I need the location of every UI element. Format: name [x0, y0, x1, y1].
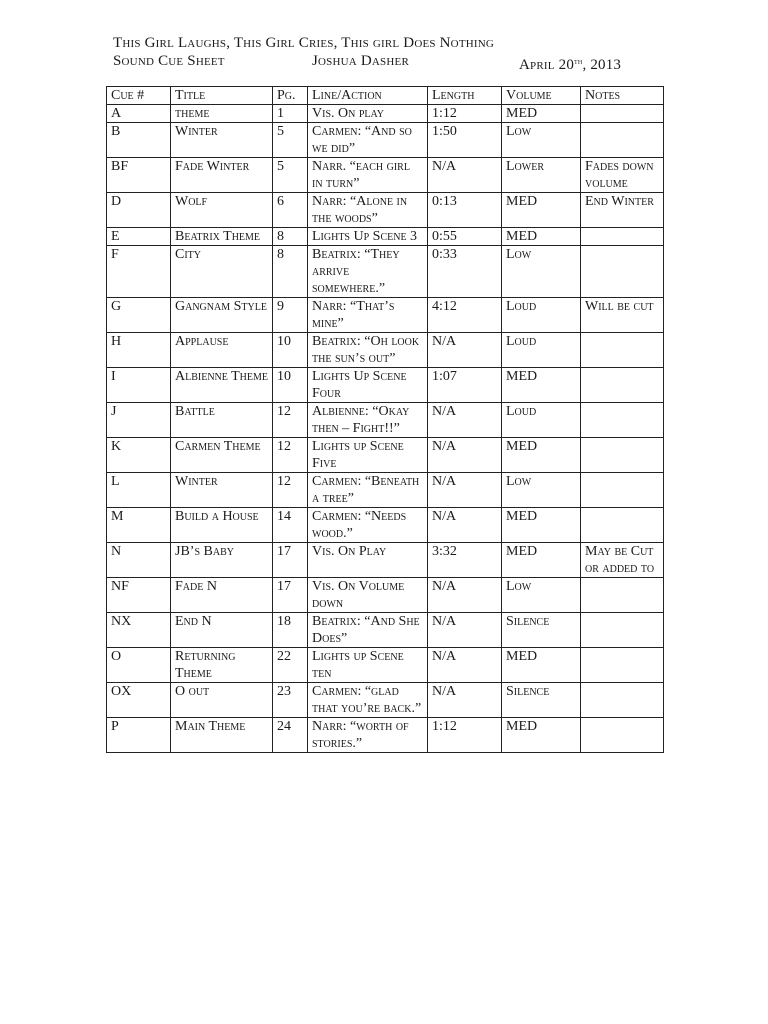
cell-notes — [581, 228, 664, 246]
cell-page: 5 — [273, 123, 308, 158]
cell-length: N/A — [428, 438, 502, 473]
cue-table-body — [107, 105, 664, 753]
cell-page: 10 — [273, 333, 308, 368]
table-row — [107, 473, 664, 508]
cell-notes — [581, 508, 664, 543]
cell-page: 18 — [273, 613, 308, 648]
cell-cue: G — [107, 298, 171, 333]
cell-page: 24 — [273, 718, 308, 753]
cell-line-action: Narr: “worth of stories.” — [308, 718, 428, 753]
cell-length: N/A — [428, 648, 502, 683]
table-header-row — [107, 87, 664, 105]
cell-length: 0:55 — [428, 228, 502, 246]
cell-cue: N — [107, 543, 171, 578]
sheet-subtitle: Sound Cue Sheet — [113, 53, 225, 69]
cell-line-action: Albienne: “Okay then – Fight!!” — [308, 403, 428, 438]
cell-line-action: Narr. “each girl in turn” — [308, 158, 428, 193]
cell-page: 17 — [273, 543, 308, 578]
document-header — [113, 34, 643, 73]
cell-cue: F — [107, 246, 171, 298]
cell-page: 1 — [273, 105, 308, 123]
cell-cue: B — [107, 123, 171, 158]
cell-line-action: Vis. On Play — [308, 543, 428, 578]
cell-title: Fade Winter — [171, 158, 273, 193]
cell-title: Fade N — [171, 578, 273, 613]
cell-page: 5 — [273, 158, 308, 193]
cell-volume: MED — [502, 193, 581, 228]
cell-title: City — [171, 246, 273, 298]
cell-page: 6 — [273, 193, 308, 228]
cell-title: Gangnam Style — [171, 298, 273, 333]
cell-title: Wolf — [171, 193, 273, 228]
cell-length: 3:32 — [428, 543, 502, 578]
cell-notes: May be Cut or added to — [581, 543, 664, 578]
cell-title: Main Theme — [171, 718, 273, 753]
cell-line-action: Lights up Scene ten — [308, 648, 428, 683]
cell-page: 23 — [273, 683, 308, 718]
cell-title: Battle — [171, 403, 273, 438]
cell-notes — [581, 473, 664, 508]
column-header-volume: Volume — [502, 87, 581, 105]
cell-notes — [581, 123, 664, 158]
cell-title: Beatrix Theme — [171, 228, 273, 246]
cell-volume: MED — [502, 508, 581, 543]
cell-volume: MED — [502, 228, 581, 246]
cell-length: N/A — [428, 683, 502, 718]
cell-title: Winter — [171, 123, 273, 158]
cell-length: N/A — [428, 333, 502, 368]
cell-line-action: Carmen: “And so we did” — [308, 123, 428, 158]
cell-line-action: Vis. On Volume down — [308, 578, 428, 613]
cell-cue: K — [107, 438, 171, 473]
cell-line-action: Carmen: “glad that you’re back.” — [308, 683, 428, 718]
cell-notes — [581, 578, 664, 613]
cell-page: 14 — [273, 508, 308, 543]
cell-title: Build a House — [171, 508, 273, 543]
cell-notes — [581, 613, 664, 648]
date-month-day: April 20 — [519, 57, 575, 73]
cell-volume: Low — [502, 578, 581, 613]
cell-notes — [581, 105, 664, 123]
cell-cue: I — [107, 368, 171, 403]
cell-cue: L — [107, 473, 171, 508]
table-row — [107, 613, 664, 648]
cell-cue: A — [107, 105, 171, 123]
cell-notes: Will be cut — [581, 298, 664, 333]
table-row — [107, 333, 664, 368]
author-name: Joshua Dasher — [312, 53, 409, 69]
cell-length: N/A — [428, 613, 502, 648]
cell-page: 12 — [273, 403, 308, 438]
table-row — [107, 578, 664, 613]
cell-cue: NX — [107, 613, 171, 648]
table-row — [107, 158, 664, 193]
cell-line-action: Vis. On play — [308, 105, 428, 123]
cell-volume: MED — [502, 543, 581, 578]
table-row — [107, 246, 664, 298]
cell-cue: E — [107, 228, 171, 246]
header-title-line — [113, 34, 643, 52]
cell-length: 1:50 — [428, 123, 502, 158]
cell-notes — [581, 438, 664, 473]
cell-line-action: Lights Up Scene 3 — [308, 228, 428, 246]
cell-page: 22 — [273, 648, 308, 683]
cell-cue: NF — [107, 578, 171, 613]
cell-volume: Low — [502, 473, 581, 508]
cell-title: Carmen Theme — [171, 438, 273, 473]
table-row — [107, 368, 664, 403]
cell-line-action: Beatrix: “They arrive somewhere.” — [308, 246, 428, 298]
cell-cue: BF — [107, 158, 171, 193]
cell-line-action: Beatrix: “Oh look the sun’s out” — [308, 333, 428, 368]
column-header-page: Pg. — [273, 87, 308, 105]
cell-title: JB’s Baby — [171, 543, 273, 578]
cell-cue: M — [107, 508, 171, 543]
cell-page: 12 — [273, 473, 308, 508]
cell-length: 1:12 — [428, 105, 502, 123]
header-info-line — [113, 52, 643, 73]
play-title: This Girl Laughs, This Girl Cries, This girl Does Nothing — [113, 35, 495, 51]
table-row — [107, 193, 664, 228]
cell-cue: D — [107, 193, 171, 228]
column-header-length: Length — [428, 87, 502, 105]
cell-volume: Loud — [502, 403, 581, 438]
cell-notes — [581, 403, 664, 438]
cell-page: 8 — [273, 246, 308, 298]
cell-page: 8 — [273, 228, 308, 246]
cell-page: 12 — [273, 438, 308, 473]
cell-length: 0:13 — [428, 193, 502, 228]
cell-notes — [581, 683, 664, 718]
cell-volume: MED — [502, 105, 581, 123]
table-row — [107, 438, 664, 473]
cell-length: N/A — [428, 403, 502, 438]
cell-title: Winter — [171, 473, 273, 508]
table-row — [107, 105, 664, 123]
cell-cue: P — [107, 718, 171, 753]
cell-volume: Silence — [502, 613, 581, 648]
table-row — [107, 123, 664, 158]
cell-line-action: Beatrix: “And She Does” — [308, 613, 428, 648]
table-row — [107, 683, 664, 718]
table-row — [107, 508, 664, 543]
cell-volume: Loud — [502, 298, 581, 333]
cell-volume: Low — [502, 123, 581, 158]
cell-notes — [581, 718, 664, 753]
cell-line-action: Narr: “Alone in the woods” — [308, 193, 428, 228]
cell-volume: MED — [502, 648, 581, 683]
cell-volume: MED — [502, 368, 581, 403]
cell-volume: MED — [502, 718, 581, 753]
cell-line-action: Narr: “That’s mine” — [308, 298, 428, 333]
date-ordinal: th — [574, 56, 583, 66]
cell-cue: J — [107, 403, 171, 438]
column-header-cue: Cue # — [107, 87, 171, 105]
date-year: , 2013 — [582, 57, 622, 73]
cell-title: Returning Theme — [171, 648, 273, 683]
cell-notes: End Winter — [581, 193, 664, 228]
cell-length: 4:12 — [428, 298, 502, 333]
cell-length: N/A — [428, 578, 502, 613]
cell-length: 1:07 — [428, 368, 502, 403]
table-row — [107, 543, 664, 578]
cell-length: 0:33 — [428, 246, 502, 298]
column-header-line-action: Line/Action — [308, 87, 428, 105]
table-row — [107, 403, 664, 438]
cell-line-action: Carmen: “Beneath a tree” — [308, 473, 428, 508]
table-row — [107, 718, 664, 753]
column-header-title: Title — [171, 87, 273, 105]
cell-page: 17 — [273, 578, 308, 613]
table-row — [107, 298, 664, 333]
cell-page: 9 — [273, 298, 308, 333]
cell-volume: Lower — [502, 158, 581, 193]
table-row — [107, 228, 664, 246]
cell-volume: Loud — [502, 333, 581, 368]
table-row — [107, 648, 664, 683]
sheet-date — [519, 52, 621, 74]
cell-notes: Fades down volume — [581, 158, 664, 193]
cell-cue: H — [107, 333, 171, 368]
cell-notes — [581, 333, 664, 368]
cell-cue: OX — [107, 683, 171, 718]
cell-line-action: Carmen: “Needs wood.” — [308, 508, 428, 543]
cell-length: N/A — [428, 158, 502, 193]
cell-length: N/A — [428, 473, 502, 508]
cell-page: 10 — [273, 368, 308, 403]
cue-table — [106, 86, 664, 753]
cell-volume: MED — [502, 438, 581, 473]
cell-title: Applause — [171, 333, 273, 368]
cell-volume: Low — [502, 246, 581, 298]
cell-title: O out — [171, 683, 273, 718]
cell-notes — [581, 246, 664, 298]
cell-length: N/A — [428, 508, 502, 543]
cell-line-action: Lights up Scene Five — [308, 438, 428, 473]
cell-cue: O — [107, 648, 171, 683]
cell-line-action: Lights Up Scene Four — [308, 368, 428, 403]
cell-volume: Silence — [502, 683, 581, 718]
cell-title: End N — [171, 613, 273, 648]
column-header-notes: Notes — [581, 87, 664, 105]
cell-notes — [581, 648, 664, 683]
cell-length: 1:12 — [428, 718, 502, 753]
cell-title: Albienne Theme — [171, 368, 273, 403]
cell-notes — [581, 368, 664, 403]
cell-title: theme — [171, 105, 273, 123]
